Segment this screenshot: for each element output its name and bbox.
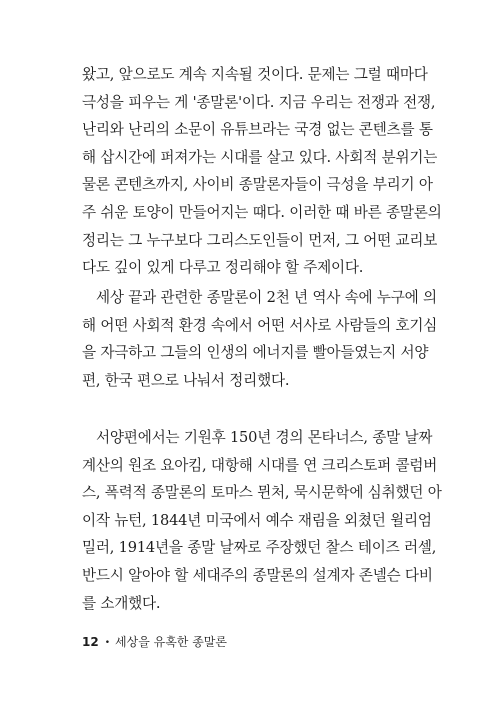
- text-line: 해 삽시간에 퍼져가는 시대를 살고 있다. 사회적 분위기는: [82, 148, 438, 166]
- body-paragraph: [82, 61, 442, 282]
- text-line: 서양편에서는 기원후 150년 경의 몬타너스, 종말 날짜: [96, 429, 433, 446]
- text-line: 계산의 원조 요아킴, 대항해 시대를 연 크리스토퍼 콜럼버: [82, 456, 438, 474]
- page-footer: [82, 634, 227, 651]
- body-paragraph: [82, 424, 442, 617]
- text-line: 을 자극하고 그들의 인생의 에너지를 빨아들였는지 서양: [82, 344, 429, 362]
- page-number: 12: [82, 635, 99, 649]
- text-line: 스, 폭력적 종말론의 토마스 뮌처, 묵시문학에 심취했던 아: [82, 484, 442, 502]
- footer-separator: •: [104, 638, 111, 648]
- text-line: 극성을 피우는 게 '종말론'이다. 지금 우리는 전쟁과 전쟁,: [82, 93, 436, 111]
- text-line: 해 어떤 사회적 환경 속에서 어떤 서사로 사람들의 호기심: [82, 316, 438, 334]
- text-line: 를 소개했다.: [82, 594, 161, 612]
- text-line: 밀러, 1914년을 종말 날짜로 주장했던 찰스 테이즈 러셀,: [82, 539, 437, 557]
- text-line: 반드시 알아야 할 세대주의 종말론의 설계자 존넬슨 다비: [82, 566, 433, 584]
- text-line: 왔고, 앞으로도 계속 지속될 것이다. 문제는 그럴 때마다: [82, 66, 428, 83]
- text-line: 편, 한국 편으로 나눠서 정리했다.: [82, 371, 290, 389]
- body-paragraph: [82, 284, 438, 394]
- text-line: 이작 뉴턴, 1844년 미국에서 예수 재림을 외쳤던 윌리엄: [82, 511, 432, 529]
- text-line: 주 쉬운 토양이 만들어지는 때다. 이러한 때 바른 종말론의: [82, 203, 442, 221]
- text-line: 정리는 그 누구보다 그리스도인들이 먼저, 그 어떤 교리보: [82, 231, 438, 249]
- text-line: 난리와 난리의 소문이 유튜브라는 국경 없는 콘텐츠를 통: [82, 121, 433, 139]
- text-line: 세상 끝과 관련한 종말론이 2천 년 역사 속에 누구에 의: [96, 289, 437, 306]
- text-line: 다도 깊이 있게 다루고 정리해야 할 주제이다.: [82, 259, 364, 277]
- text-line: 물론 콘텐츠까지, 사이비 종말론자들이 극성을 부리기 아: [82, 176, 433, 194]
- book-title: 세상을 유혹한 종말론: [115, 635, 227, 649]
